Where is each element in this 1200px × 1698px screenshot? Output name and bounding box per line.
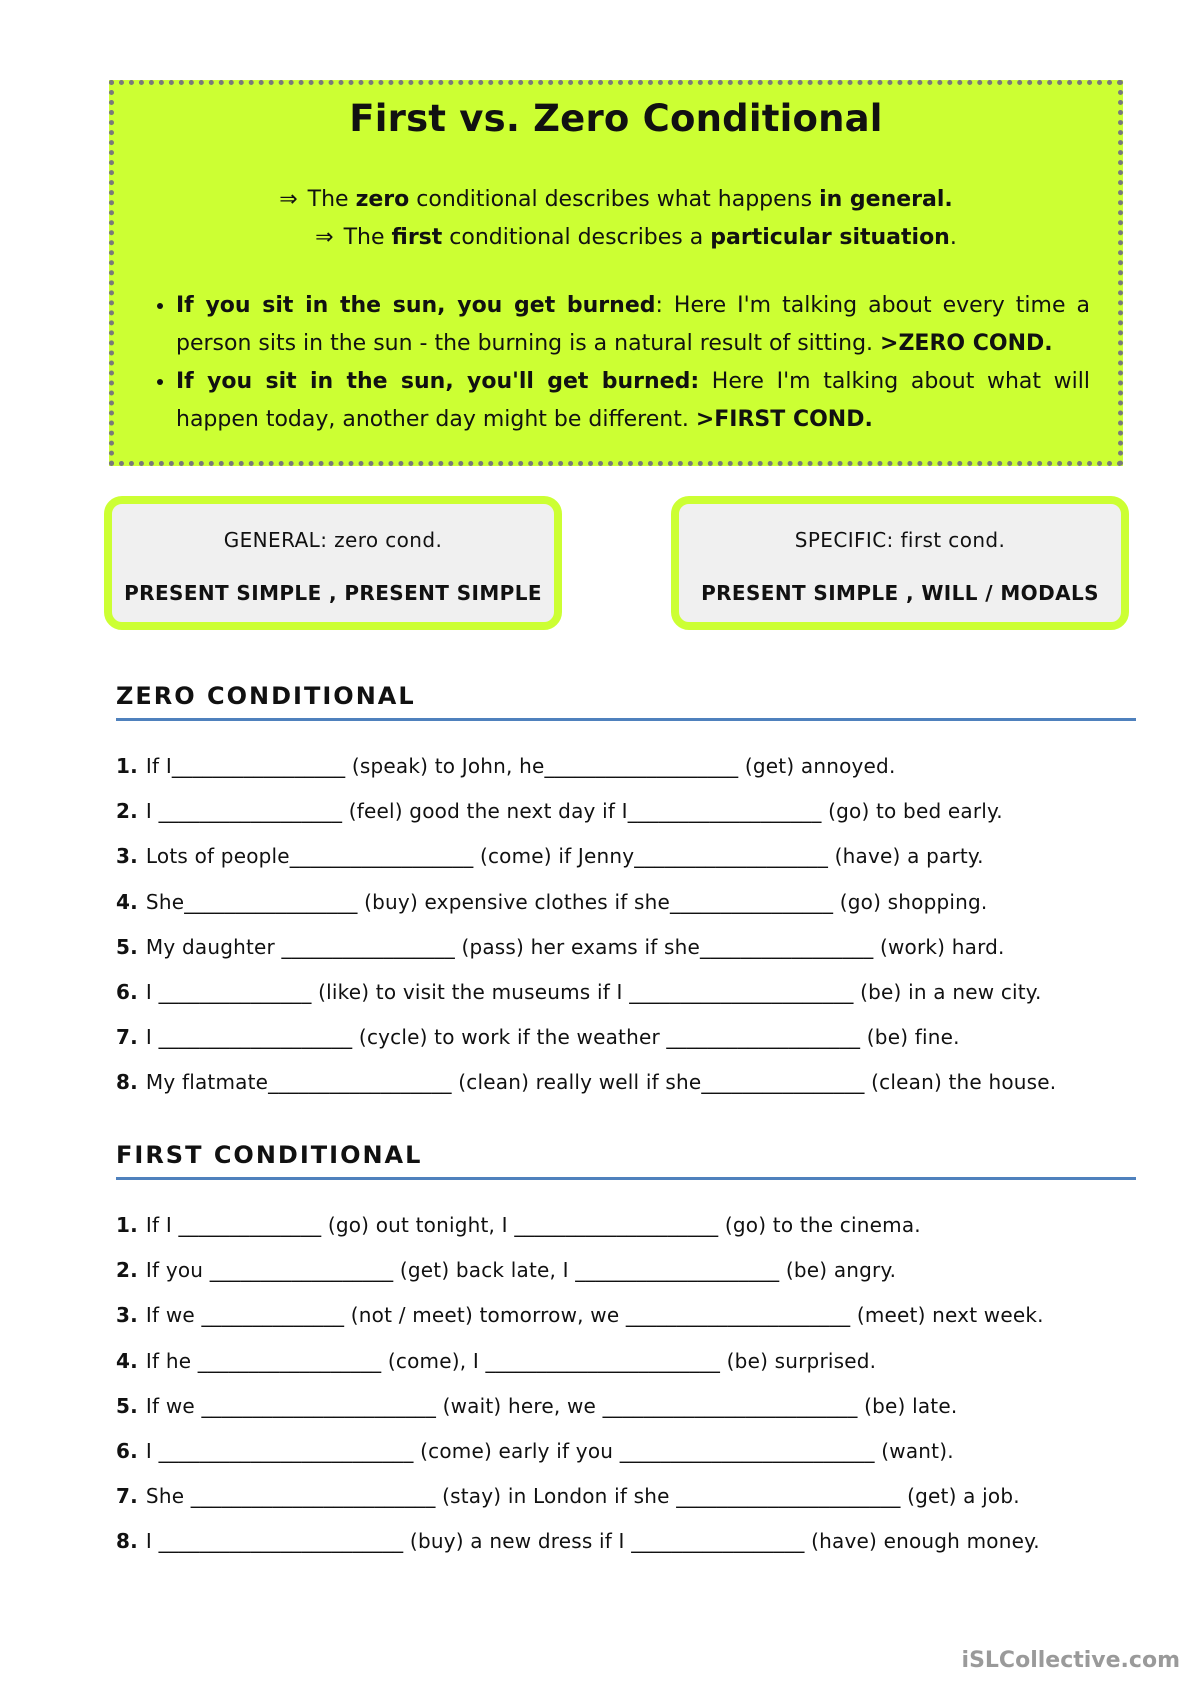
card-title: SPECIFIC: first cond. [794,528,1006,552]
section-title-zero: ZERO CONDITIONAL [116,674,1136,721]
intro-box [109,80,1123,466]
section-title-first: FIRST CONDITIONAL [116,1133,1136,1180]
exercise-item: 5. My daughter _________________ (pass) her exams if she_________________ (work) hard. [116,934,1005,959]
card-specific [671,496,1129,630]
implies-arrow-icon: ⇒ [279,187,298,213]
definition-zero: ⇒ The zero conditional describes what happens in general. [279,187,953,213]
exercise-item: 5. If we _______________________ (wait) here, we _________________________ (be) late. [116,1393,958,1418]
exercise-item: 4. She_________________ (buy) expensive clothes if she________________ (go) shopping. [116,889,988,914]
exercise-item: 2. I __________________ (feel) good the next day if I___________________ (go) to bed early. [116,799,1003,824]
exercise-item: 3. If we ______________ (not / meet) tomorrow, we ______________________ (meet) next week. [116,1303,1044,1328]
exercise-item: 2. If you __________________ (get) back late, I ____________________ (be) angry. [116,1258,897,1283]
example-first: • If you sit in the sun, you'll get burned: Here I'm talking about what will happen today, another day might be different. >FIRST COND. [176,363,1090,439]
exercise-item: 3. Lots of people__________________ (come) if Jenny___________________ (have) a party. [116,844,984,869]
definitions [142,181,1090,257]
exercise-list-first [116,1212,1044,1574]
exercise-item: 7. She ________________________ (stay) in London if she ______________________ (get) a job. [116,1484,1020,1509]
exercise-item: 1. If I_________________ (speak) to John, he___________________ (get) annoyed. [116,754,896,778]
exercise-item: 8. I ________________________ (buy) a new dress if I _________________ (have) enough money. [116,1529,1040,1554]
card-title: GENERAL: zero cond. [223,528,443,552]
exercise-item: 8. My flatmate__________________ (clean) really well if she________________ (clean) the house. [116,1070,1057,1095]
exercise-list-zero [116,753,1056,1115]
card-structure: PRESENT SIMPLE , WILL / MODALS [701,581,1099,605]
exercise-item: 7. I ___________________ (cycle) to work if the weather ___________________ (be) fine. [116,1025,960,1050]
definition-first: ⇒ The first conditional describes a particular situation. [315,225,957,251]
card-general [104,496,562,630]
page-title: First vs. Zero Conditional [349,97,883,140]
example-zero: • If you sit in the sun, you get burned: Here I'm talking about every time a person sits in the sun - the burning is a natural result of sitting. >ZERO COND. [176,287,1090,363]
exercise-item: 4. If he __________________ (come), I _______________________ (be) surprised. [116,1348,877,1373]
example-bullets [142,287,1090,439]
exercise-item: 1. If I ______________ (go) out tonight, I ____________________ (go) to the cinema. [116,1213,921,1237]
card-structure: PRESENT SIMPLE , PRESENT SIMPLE [124,581,542,605]
brand-watermark: iSLCollective.com [961,1648,1180,1673]
implies-arrow-icon: ⇒ [315,225,334,251]
exercise-item: 6. I _______________ (like) to visit the museums if I ______________________ (be) in a new city. [116,979,1042,1004]
exercise-item: 6. I _________________________ (come) early if you _________________________ (want). [116,1438,954,1463]
